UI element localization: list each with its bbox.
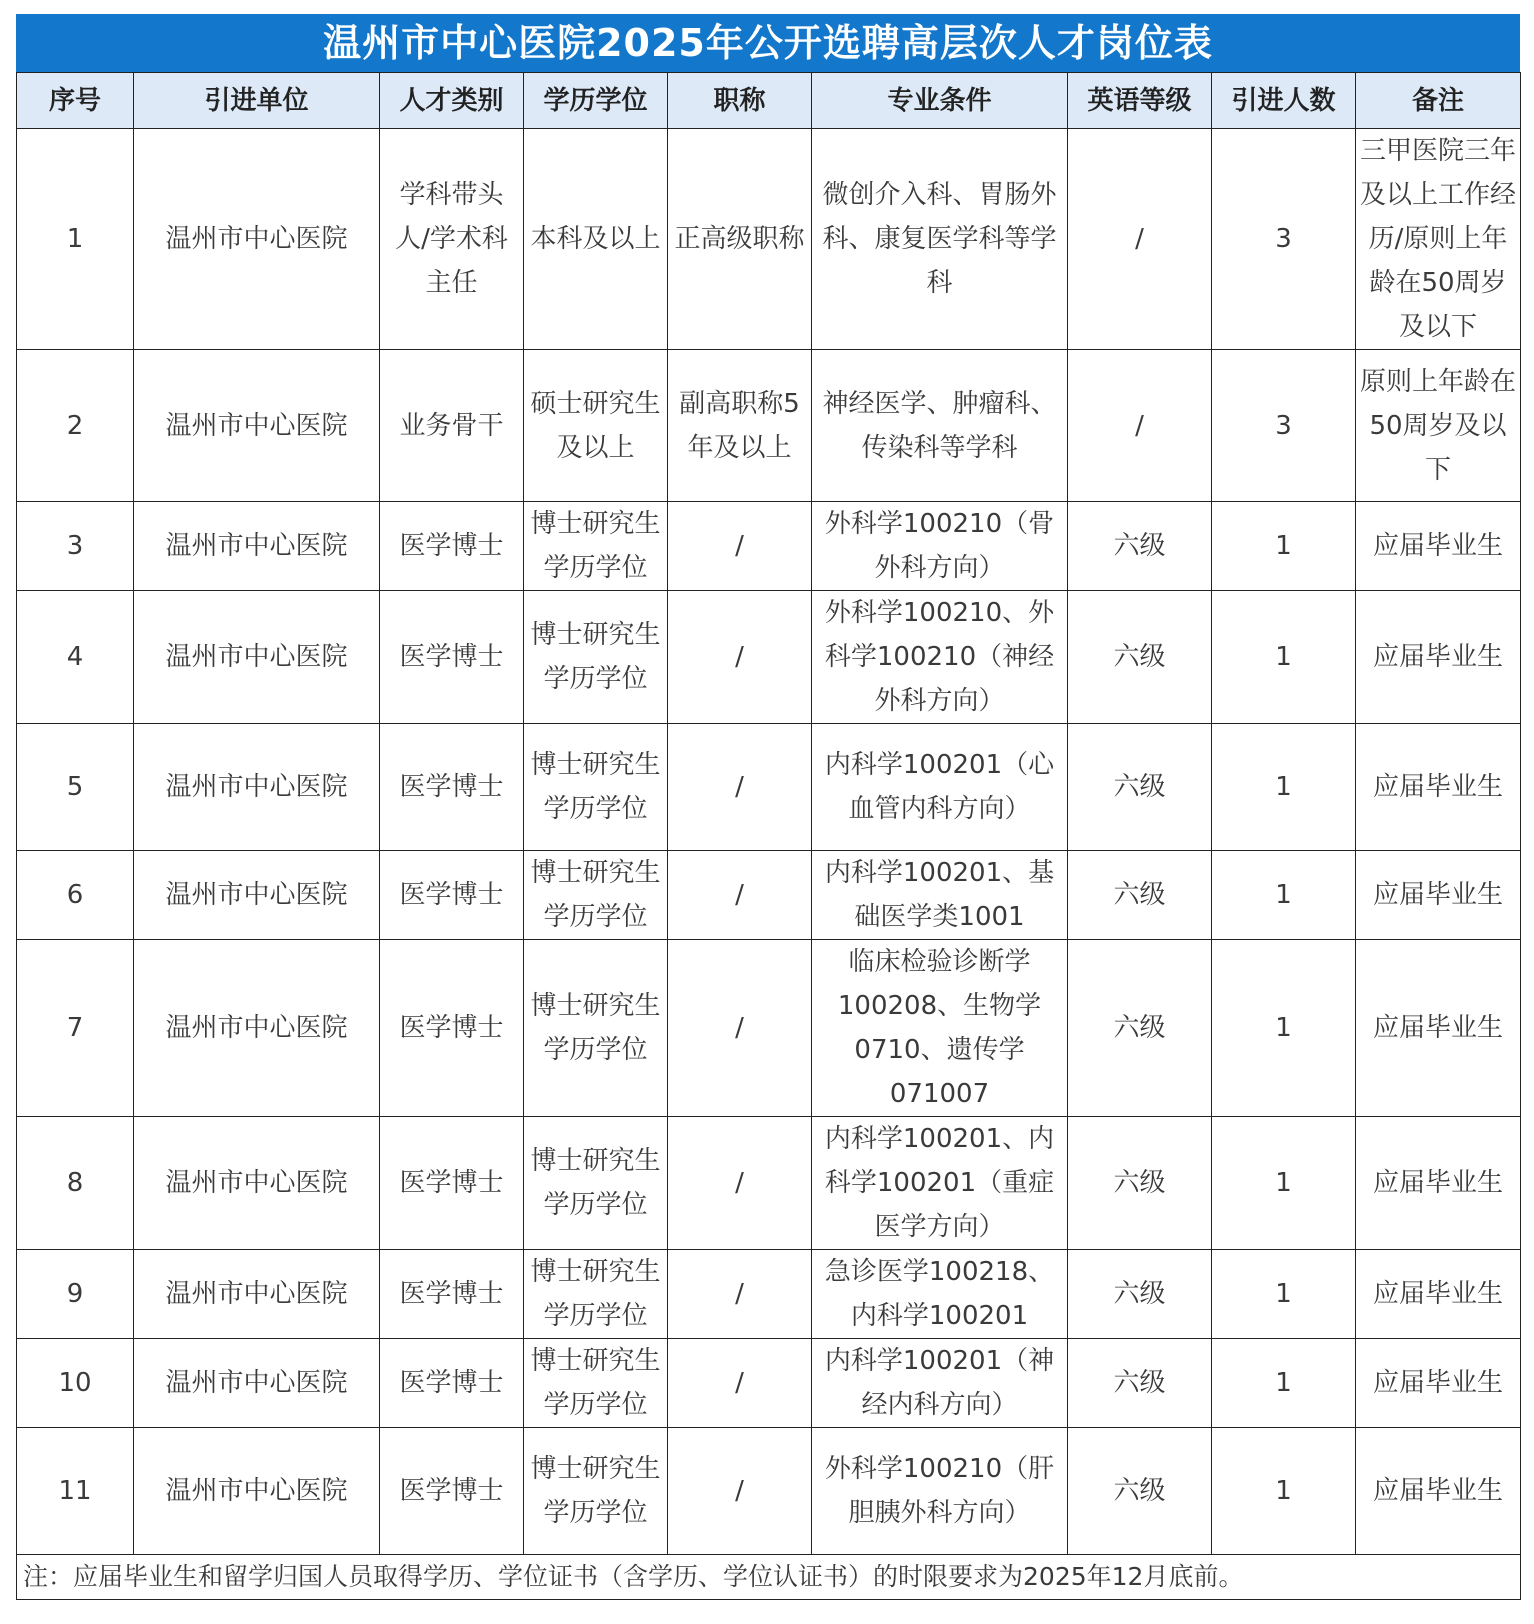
cell-number: 3 bbox=[17, 502, 134, 591]
header-cell: 专业条件 bbox=[812, 73, 1068, 129]
cell-unit: 温州市中心医院 bbox=[134, 1428, 380, 1555]
table-row bbox=[17, 851, 1521, 940]
note-text: 注：应届毕业生和留学归国人员取得学历、学位证书（含学历、学位认证书）的时限要求为2025年12月底前。 bbox=[17, 1555, 1521, 1600]
cell-degree: 博士研究生学历学位 bbox=[524, 940, 668, 1117]
cell-count: 3 bbox=[1212, 129, 1356, 350]
cell-category: 医学博士 bbox=[380, 1250, 524, 1339]
cell-major: 微创介入科、胃肠外科、康复医学科等学科 bbox=[812, 129, 1068, 350]
cell-category: 医学博士 bbox=[380, 1339, 524, 1428]
cell-number: 8 bbox=[17, 1117, 134, 1250]
cell-major: 急诊医学100218、内科学100201 bbox=[812, 1250, 1068, 1339]
cell-category: 医学博士 bbox=[380, 502, 524, 591]
cell-degree: 博士研究生学历学位 bbox=[524, 851, 668, 940]
cell-degree: 博士研究生学历学位 bbox=[524, 1339, 668, 1428]
cell-title: 正高级职称 bbox=[668, 129, 812, 350]
cell-remark: 三甲医院三年及以上工作经历/原则上年龄在50周岁及以下 bbox=[1356, 129, 1521, 350]
cell-major: 外科学100210、外科学100210（神经外科方向） bbox=[812, 591, 1068, 724]
cell-count: 1 bbox=[1212, 1250, 1356, 1339]
cell-major: 外科学100210（肝胆胰外科方向） bbox=[812, 1428, 1068, 1555]
cell-unit: 温州市中心医院 bbox=[134, 724, 380, 851]
cell-number: 10 bbox=[17, 1339, 134, 1428]
cell-unit: 温州市中心医院 bbox=[134, 940, 380, 1117]
cell-degree: 博士研究生学历学位 bbox=[524, 502, 668, 591]
cell-major: 内科学100201、基础医学类1001 bbox=[812, 851, 1068, 940]
cell-title: / bbox=[668, 502, 812, 591]
cell-remark: 应届毕业生 bbox=[1356, 1117, 1521, 1250]
cell-category: 业务骨干 bbox=[380, 350, 524, 502]
cell-count: 1 bbox=[1212, 940, 1356, 1117]
cell-title: / bbox=[668, 1428, 812, 1555]
cell-count: 1 bbox=[1212, 502, 1356, 591]
cell-english: 六级 bbox=[1068, 1339, 1212, 1428]
cell-english: 六级 bbox=[1068, 940, 1212, 1117]
cell-category: 医学博士 bbox=[380, 1428, 524, 1555]
cell-remark: 应届毕业生 bbox=[1356, 1428, 1521, 1555]
table-row bbox=[17, 724, 1521, 851]
cell-degree: 硕士研究生及以上 bbox=[524, 350, 668, 502]
cell-remark: 应届毕业生 bbox=[1356, 724, 1521, 851]
cell-english: 六级 bbox=[1068, 1117, 1212, 1250]
cell-english: 六级 bbox=[1068, 1428, 1212, 1555]
cell-english: 六级 bbox=[1068, 591, 1212, 724]
cell-number: 2 bbox=[17, 350, 134, 502]
header-cell: 英语等级 bbox=[1068, 73, 1212, 129]
cell-number: 1 bbox=[17, 129, 134, 350]
cell-count: 1 bbox=[1212, 591, 1356, 724]
cell-unit: 温州市中心医院 bbox=[134, 1339, 380, 1428]
cell-remark: 应届毕业生 bbox=[1356, 591, 1521, 724]
table-row bbox=[17, 1428, 1521, 1555]
cell-count: 1 bbox=[1212, 1428, 1356, 1555]
cell-number: 5 bbox=[17, 724, 134, 851]
table-row bbox=[17, 129, 1521, 350]
cell-category: 医学博士 bbox=[380, 724, 524, 851]
cell-degree: 博士研究生学历学位 bbox=[524, 724, 668, 851]
cell-english: 六级 bbox=[1068, 1250, 1212, 1339]
cell-number: 9 bbox=[17, 1250, 134, 1339]
cell-title: / bbox=[668, 1250, 812, 1339]
cell-unit: 温州市中心医院 bbox=[134, 502, 380, 591]
cell-degree: 博士研究生学历学位 bbox=[524, 1250, 668, 1339]
header-cell: 引进人数 bbox=[1212, 73, 1356, 129]
cell-count: 3 bbox=[1212, 350, 1356, 502]
cell-unit: 温州市中心医院 bbox=[134, 129, 380, 350]
cell-major: 内科学100201（心血管内科方向） bbox=[812, 724, 1068, 851]
cell-english: 六级 bbox=[1068, 502, 1212, 591]
cell-unit: 温州市中心医院 bbox=[134, 591, 380, 724]
cell-category: 医学博士 bbox=[380, 1117, 524, 1250]
header-cell: 备注 bbox=[1356, 73, 1521, 129]
cell-degree: 博士研究生学历学位 bbox=[524, 1428, 668, 1555]
positions-table bbox=[16, 72, 1521, 1600]
cell-major: 外科学100210（骨外科方向） bbox=[812, 502, 1068, 591]
cell-english: / bbox=[1068, 129, 1212, 350]
cell-degree: 本科及以上 bbox=[524, 129, 668, 350]
cell-unit: 温州市中心医院 bbox=[134, 1117, 380, 1250]
header-cell: 职称 bbox=[668, 73, 812, 129]
cell-title: / bbox=[668, 591, 812, 724]
cell-degree: 博士研究生学历学位 bbox=[524, 591, 668, 724]
cell-title: / bbox=[668, 940, 812, 1117]
cell-remark: 应届毕业生 bbox=[1356, 1250, 1521, 1339]
table-row bbox=[17, 502, 1521, 591]
cell-unit: 温州市中心医院 bbox=[134, 1250, 380, 1339]
note-row bbox=[17, 1555, 1521, 1600]
cell-count: 1 bbox=[1212, 1339, 1356, 1428]
table-body bbox=[17, 129, 1521, 1555]
header-cell: 序号 bbox=[17, 73, 134, 129]
cell-category: 医学博士 bbox=[380, 851, 524, 940]
cell-number: 6 bbox=[17, 851, 134, 940]
cell-number: 11 bbox=[17, 1428, 134, 1555]
table-row bbox=[17, 1250, 1521, 1339]
header-cell: 引进单位 bbox=[134, 73, 380, 129]
cell-english: 六级 bbox=[1068, 724, 1212, 851]
cell-degree: 博士研究生学历学位 bbox=[524, 1117, 668, 1250]
cell-count: 1 bbox=[1212, 851, 1356, 940]
cell-unit: 温州市中心医院 bbox=[134, 350, 380, 502]
cell-remark: 应届毕业生 bbox=[1356, 940, 1521, 1117]
cell-unit: 温州市中心医院 bbox=[134, 851, 380, 940]
header-cell: 人才类别 bbox=[380, 73, 524, 129]
cell-category: 医学博士 bbox=[380, 591, 524, 724]
cell-major: 内科学100201（神经内科方向） bbox=[812, 1339, 1068, 1428]
table-row bbox=[17, 1339, 1521, 1428]
cell-number: 7 bbox=[17, 940, 134, 1117]
cell-category: 医学博士 bbox=[380, 940, 524, 1117]
table-title: 温州市中心医院2025年公开选聘高层次人才岗位表 bbox=[16, 14, 1520, 72]
cell-number: 4 bbox=[17, 591, 134, 724]
cell-remark: 应届毕业生 bbox=[1356, 1339, 1521, 1428]
cell-english: / bbox=[1068, 350, 1212, 502]
cell-major: 神经医学、肿瘤科、传染科等学科 bbox=[812, 350, 1068, 502]
cell-title: / bbox=[668, 1117, 812, 1250]
cell-title: / bbox=[668, 1339, 812, 1428]
cell-category: 学科带头人/学术科主任 bbox=[380, 129, 524, 350]
cell-major: 临床检验诊断学100208、生物学0710、遗传学071007 bbox=[812, 940, 1068, 1117]
cell-english: 六级 bbox=[1068, 851, 1212, 940]
cell-remark: 应届毕业生 bbox=[1356, 502, 1521, 591]
table-row bbox=[17, 1117, 1521, 1250]
cell-remark: 应届毕业生 bbox=[1356, 851, 1521, 940]
cell-major: 内科学100201、内科学100201（重症医学方向） bbox=[812, 1117, 1068, 1250]
recruitment-table-sheet bbox=[16, 14, 1520, 1600]
table-row bbox=[17, 350, 1521, 502]
cell-count: 1 bbox=[1212, 1117, 1356, 1250]
table-row bbox=[17, 940, 1521, 1117]
cell-count: 1 bbox=[1212, 724, 1356, 851]
cell-title: 副高职称5年及以上 bbox=[668, 350, 812, 502]
cell-title: / bbox=[668, 724, 812, 851]
header-cell: 学历学位 bbox=[524, 73, 668, 129]
table-row bbox=[17, 591, 1521, 724]
cell-remark: 原则上年龄在50周岁及以下 bbox=[1356, 350, 1521, 502]
cell-title: / bbox=[668, 851, 812, 940]
header-row bbox=[17, 73, 1521, 129]
